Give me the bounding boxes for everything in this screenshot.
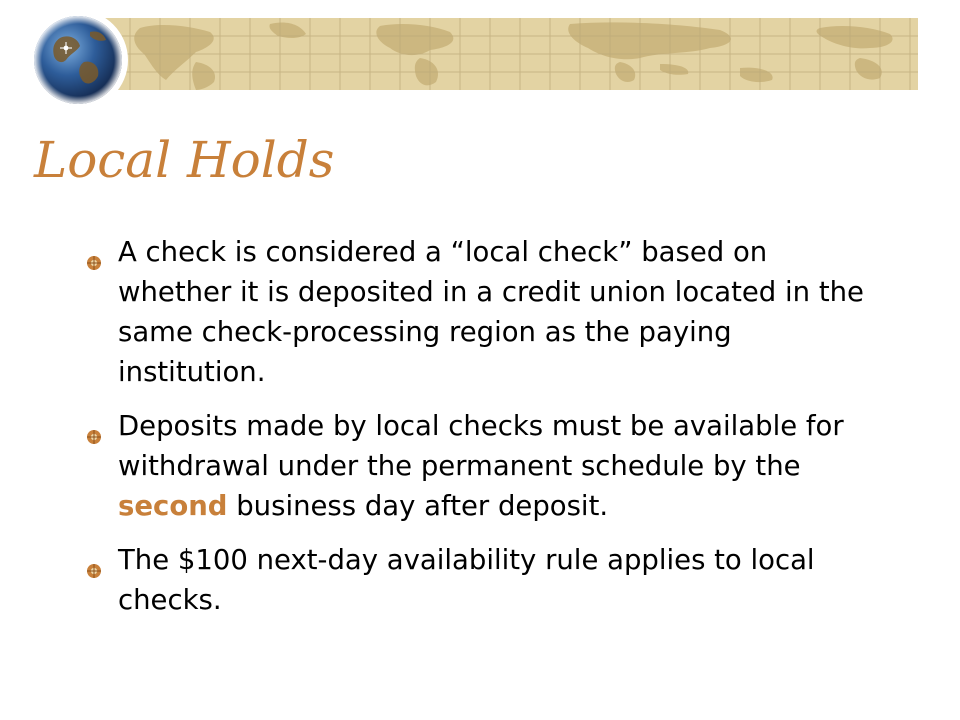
emphasis-text: second [118,490,228,522]
compass-rose-icon [86,416,102,432]
bullet-text-before: Deposits made by local checks must be available for withdrawal under the permanent schedule by the [118,410,844,482]
bullet-text: A check is considered a “local check” based on whether it is deposited in a credit union located in the same check-processing region as the paying institution. [118,236,864,388]
world-map-banner [100,18,918,90]
globe-icon [26,8,130,112]
bullet-item [86,232,866,392]
bullet-list [86,232,866,634]
bullet-item [86,406,866,526]
bullet-text-after: business day after deposit. [227,490,609,522]
slide-title: Local Holds [34,131,335,189]
bullet-item [86,540,866,620]
bullet-text: The $100 next-day availability rule applies to local checks. [118,544,815,616]
compass-rose-icon [86,550,102,566]
compass-rose-icon [86,242,102,258]
world-map-graphic [100,18,918,90]
